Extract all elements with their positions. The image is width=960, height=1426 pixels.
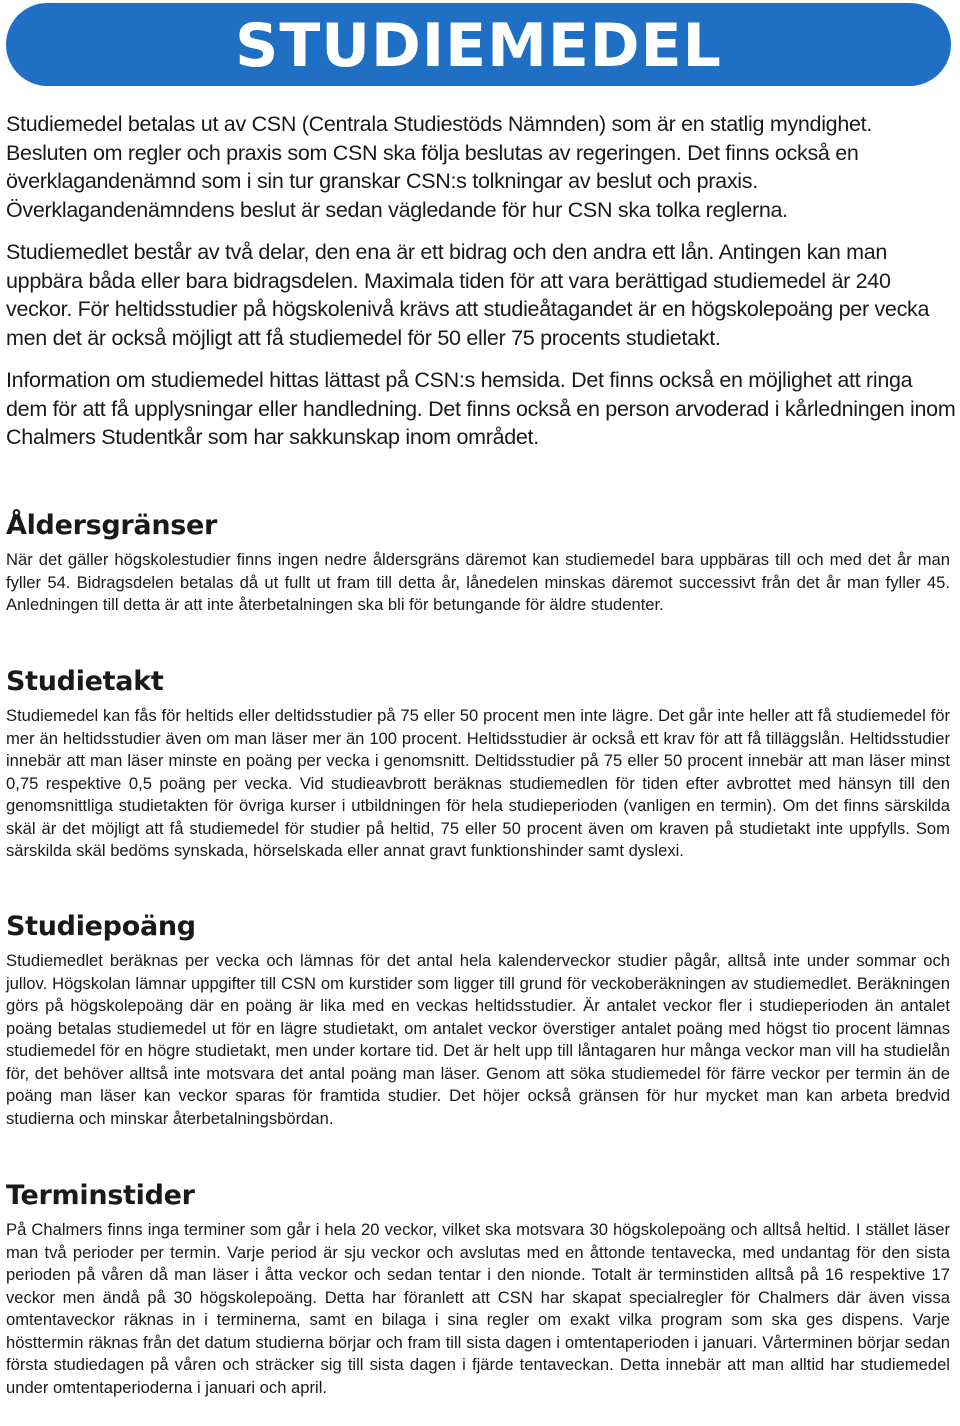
intro-paragraph: Studiemedel betalas ut av CSN (Centrala Studiestöds Nämnden) som är en statlig myndighet. Besluten om regler och praxis som CSN ska följa beslutas av regeringen. Det finns också en överklagandenämnd som i sin tur granskar CSN:s tolkningar av beslut och praxis. Överklagandenämndens beslut är sedan vägledande för hur CSN ska tolka reglerna. <box>6 112 873 222</box>
section-studiepoang <box>6 910 950 1130</box>
section-body: När det gäller högskolestudier finns ingen nedre åldersgräns däremot kan studiemedel bara uppbäras till och med det år man fyller 54. Bidragsdelen betalas då ut fullt ut fram till detta år, lånedelen minskas däremot successivt från det år man fyller 45. Anledningen till detta är att inte återbetalningen ska bli för betungande för äldre studenter. <box>6 550 950 614</box>
intro-paragraph: Studiemedlet består av två delar, den ena är ett bidrag och den andra ett lån. Antingen kan man uppbära båda eller bara bidragsdelen. Maximala tiden för att vara berättigad studiemedel är 240 veckor. För heltidsstudier på högskolenivå krävs att studieåtagandet är en högskolepoäng per vecka men det är också möjligt att få studiemedel för 50 eller 75 procents studietakt. <box>6 240 930 350</box>
section-heading: Studiepoäng <box>6 911 196 942</box>
section-heading: Åldersgränser <box>6 510 218 541</box>
section-body: På Chalmers finns inga terminer som går i hela 20 veckor, vilket ska motsvara 30 högskolepoäng och alltså heltid. I stället läser man två perioder per termin. Varje period är sju veckor och avslutas med en åttonde tentavecka, med undantag för den sista perioden på våren då man läser i åtta veckor och sedan tentar i den nionde. Totalt är terminstiden alltså på 16 respektive 17 veckor men ändå på 30 högskolepoäng. Detta har föranlett att CSN har skapat specialregler för Chalmers där även vissa omtentaveckor räknas in i terminerna, samt en bilaga i sina regler om exakt vilka program som ska ges dispens. Varje hösttermin räknas från det datum studierna börjar och fram till sista dagen i omtentaperioden i januari. Vårterminen börjar sedan första studiedagen på våren och sträcker sig till sista dagen i fjärde tentaveckan. Detta innebär att man alltid har studiemedel under omtentaperioderna i januari och april. <box>6 1220 950 1397</box>
section-aldersgranser <box>6 509 950 617</box>
section-body: Studiemedlet beräknas per vecka och lämnas för det antal hela kalenderveckor studier pågår, alltså inte under sommar och jullov. Högskolan lämnar uppgifter till CSN om kurstider som ligger till grund för veckoberäkningen av studiemedlet. Beräkningen görs på högskolepoäng där en poäng är lika med en veckas heltidsstudier. Är antalet veckor fler i studieperioden än antalet poäng betalas studiemedel ut för en lägre studietakt, om antalet veckor överstiger antalet poäng med högst tio procent lämnas studiemedel för en högre studietakt, men under kortare tid. Det är helt upp till låntagaren hur många veckor man vill ha studielån för, det behöver alltså inte motsvara det antal poäng man läser. Genom att söka studiemedel för färre veckor per termin än de poäng man läser kan veckor sparas för framtida studier. Det höjer också gränsen för hur mycket man kan arbeta bredvid studierna och minskar återbetalningsbördan. <box>6 951 950 1128</box>
intro-paragraph: Information om studiemedel hittas lättast på CSN:s hemsida. Det finns också en möjlighet att ringa dem för att få upplysningar eller handledning. Det finns också en person arvoderad i kårledningen inom Chalmers Studentkår som har sakkunskap inom området. <box>6 368 956 449</box>
section-heading: Terminstider <box>6 1180 195 1211</box>
page-title: STUDIEMEDEL <box>235 10 722 81</box>
title-banner <box>6 3 951 86</box>
section-heading: Studietakt <box>6 666 164 697</box>
section-studietakt <box>6 665 950 863</box>
intro-text <box>6 110 956 466</box>
section-terminstider <box>6 1179 950 1399</box>
section-body: Studiemedel kan fås för heltids eller deltidsstudier på 75 eller 50 procent men inte lägre. Det går inte heller att få studiemedel för mer än heltidsstudier även om man läser mer än 100 procent. Heltidsstudier är också ett krav för att få tilläggslån. Heltidsstudier innebär att man läser minste en poäng per vecka i genomsnitt. Deltidsstudier på 75 eller 50 procent innebär att man läser minst 0,75 respektive 0,5 poäng per vecka. Vid studieavbrott beräknas studiemedlen för tiden efter avbrottet med hänsyn till den genomsnittliga studietakten för övriga kurser i utbildningen för hela studieperioden (vanligen en termin). Om det finns särskilda skäl är det möjligt att få studiemedel för studier på heltid, 75 eller 50 procent även om kraven på studietakt inte uppfylls. Som särskilda skäl bedöms synskada, hörselskada eller annat gravt funktionshinder samt dyslexi. <box>6 706 950 860</box>
